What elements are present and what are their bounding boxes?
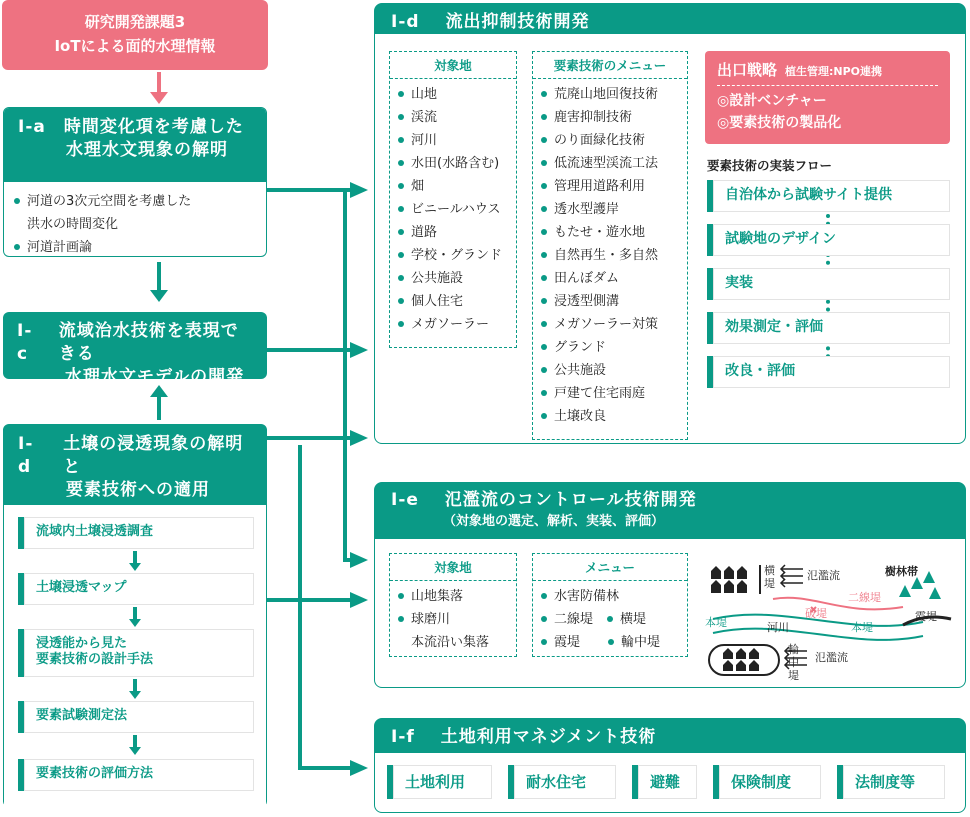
idr-sites-item — [398, 290, 508, 313]
ia-bullet-1a: 河道の3次元空間を考慮した — [27, 194, 192, 209]
idr-sites-item — [398, 129, 508, 152]
if-item-5: 法制度等 — [837, 765, 945, 799]
idl-flow-3b: 要素技術の設計手法 — [36, 652, 154, 667]
idr-menu-text: もたせ・遊水地 — [554, 225, 646, 240]
exit-sub: 植生管理:NPO連携 — [785, 65, 883, 78]
diag-nisen: 二線堤 — [848, 591, 881, 604]
idr-header — [375, 4, 965, 34]
ie-sites-box — [389, 553, 517, 657]
idr-sites-box — [389, 51, 517, 348]
idl-arrow-2 — [129, 619, 141, 627]
idr-sites-text: 山地 — [411, 87, 438, 102]
idr-sites-text: 畑 — [411, 179, 425, 194]
diag-yoko2: 堤 — [764, 577, 775, 590]
diag-hanran1: 氾濫流 — [807, 569, 840, 582]
bullet-dot — [398, 229, 404, 235]
idr-menu-item — [541, 359, 679, 382]
idr-menu-item — [541, 267, 679, 290]
bullet-dot — [398, 160, 404, 166]
idl-arrow-3 — [129, 691, 141, 699]
bullet-dot — [398, 206, 404, 212]
idr-menu-head: 要素技術のメニュー — [533, 52, 687, 79]
idl-flow-4: 要素試験測定法 — [18, 701, 254, 733]
idr-menu-text: 荒廃山地回復技術 — [554, 87, 659, 102]
ie-menu-box — [532, 553, 688, 657]
idr-sites-text: 水田(水路含む) — [411, 156, 500, 171]
idr-sites-list — [390, 79, 516, 340]
idl-flow-3 — [18, 629, 254, 677]
idr-sites-text: 渓流 — [411, 110, 438, 125]
ia-title1: 時間変化項を考慮した — [63, 117, 244, 137]
bullet-dot — [541, 160, 547, 166]
bullet-dot — [398, 275, 404, 281]
idr-body — [375, 34, 965, 443]
flow-step-2: 試験地のデザイン — [707, 224, 950, 256]
idr-menu-text: 透水型護岸 — [554, 202, 620, 217]
idr-sites-item — [398, 106, 508, 129]
bullet-dot — [541, 390, 547, 396]
idl-flow-3a: 浸透能から見た — [36, 636, 128, 651]
idr-sites-item — [398, 83, 508, 106]
idl-header — [4, 425, 266, 505]
ie-panel — [374, 482, 966, 688]
line-to-ie — [345, 190, 352, 560]
idl-body — [4, 505, 266, 817]
idr-title: 流出抑制技術開発 — [445, 12, 590, 32]
ie-menu-4: 霞堤 — [554, 635, 581, 650]
idr-sites-text: メガソーラー — [411, 317, 490, 332]
idr-label: I-d — [391, 12, 420, 32]
ia-label: I-a — [18, 117, 46, 137]
idr-menu-list — [533, 79, 687, 432]
bullet-dot — [541, 91, 547, 97]
project-box — [2, 0, 268, 70]
idl-title2: 要素技術への適用 — [66, 480, 210, 500]
idr-menu-text: 自然再生・多自然 — [554, 248, 659, 263]
idr-sites-text: 学校・グランド — [411, 248, 503, 263]
ie-menu-3: 横堤 — [620, 612, 647, 627]
idl-arrow-4 — [129, 747, 141, 755]
bullet-dot — [398, 321, 404, 327]
bullet-dot — [541, 298, 547, 304]
idr-menu-item — [541, 290, 679, 313]
idr-sites-text: 道路 — [411, 225, 438, 240]
ie-sites-head: 対象地 — [390, 554, 516, 581]
bullet-dot — [541, 367, 547, 373]
idr-menu-text: 鹿害抑制技術 — [554, 110, 633, 125]
project-line1: 研究開発課題3 — [84, 13, 186, 31]
ie-header — [375, 483, 965, 539]
line-to-if — [300, 445, 350, 768]
exit-box — [705, 51, 950, 144]
bullet-dot — [398, 91, 404, 97]
idr-sites-text: 公共施設 — [411, 271, 464, 286]
idr-menu-text: 公共施設 — [554, 363, 607, 378]
bullet-dot — [541, 229, 547, 235]
exit-item-1: ◎設計ベンチャー — [717, 93, 827, 109]
if-item-1: 土地利用 — [387, 765, 492, 799]
idr-sites-head: 対象地 — [390, 52, 516, 79]
if-title: 土地利用マネジメント技術 — [440, 727, 657, 747]
idr-panel — [374, 3, 966, 444]
ie-label: I-e — [391, 490, 419, 510]
idr-menu-text: 戸建て住宅雨庭 — [554, 386, 646, 401]
idr-menu-item — [541, 405, 679, 428]
idr-menu-item — [541, 198, 679, 221]
idr-menu-text: 管理用道路利用 — [554, 179, 646, 194]
idr-menu-text: 低流速型渓流工法 — [554, 156, 659, 171]
if-item-2: 耐水住宅 — [508, 765, 616, 799]
bullet-dot — [541, 275, 547, 281]
flow-step-3: 実装 — [707, 268, 950, 300]
idl-flow-5: 要素技術の評価方法 — [18, 759, 254, 791]
ia-bullet-2: 河道計画論 — [27, 240, 93, 255]
idr-sites-item — [398, 221, 508, 244]
idr-sites-text: 河川 — [411, 133, 438, 148]
idr-menu-item — [541, 336, 679, 359]
ia-title2: 水理水文現象の解明 — [66, 140, 228, 160]
bullet-dot — [541, 321, 547, 327]
idr-menu-item — [541, 244, 679, 267]
ie-site-1: 山地集落 — [411, 589, 464, 604]
idr-menu-box — [532, 51, 688, 440]
diag-tei: 堤 — [788, 669, 799, 682]
idr-menu-text: 浸透型側溝 — [554, 294, 620, 309]
idr-sites-item — [398, 244, 508, 267]
bullet-dot — [541, 183, 547, 189]
idl-flow-1: 流域内土壌浸透調査 — [18, 517, 254, 549]
idr-menu-text: メガソーラー対策 — [554, 317, 659, 332]
ie-menu-5: 輪中堤 — [621, 635, 661, 650]
diag-naka: 中 — [788, 656, 799, 669]
ie-menu-1: 水害防備林 — [554, 589, 620, 604]
idr-menu-text: のり面緑化技術 — [554, 133, 646, 148]
ie-sub: （対象地の選定、解析、実装、評価） — [443, 514, 665, 529]
ia-bullet-1b: 洪水の時間変化 — [27, 217, 119, 232]
ie-site-3: 本流沿い集落 — [411, 635, 490, 650]
flow-step-4: 効果測定・評価 — [707, 312, 950, 344]
if-body — [375, 753, 965, 812]
diag-wa: 輪 — [788, 643, 799, 656]
idr-menu-item — [541, 175, 679, 198]
ie-menu-2: 二線堤 — [554, 612, 594, 627]
idr-sites-item — [398, 198, 508, 221]
idr-menu-text: グランド — [554, 340, 607, 355]
bullet-dot — [398, 183, 404, 189]
bullet-dot — [398, 114, 404, 120]
ia-header — [4, 108, 266, 182]
ic-box — [3, 312, 267, 387]
idl-title1: 土壌の浸透現象の解明と — [63, 434, 244, 477]
diag-hontei-r: 本堤 — [851, 621, 873, 634]
bullet-dot — [541, 114, 547, 120]
diag-kasumi: 霞堤 — [915, 610, 937, 623]
bullet-dot — [398, 252, 404, 258]
ic-label: I-c — [17, 321, 33, 364]
diag-hatei: 破堤 — [805, 607, 827, 620]
idl-panel — [3, 424, 267, 807]
idr-sites-text: ビニールハウス — [411, 202, 501, 217]
bullet-dot — [541, 206, 547, 212]
ic-title2: 水理水文モデルの開発 — [65, 367, 245, 387]
if-header — [375, 719, 965, 753]
idl-flow-2: 土壌浸透マップ — [18, 573, 254, 605]
ie-body — [375, 539, 965, 687]
idr-menu-item — [541, 221, 679, 244]
idl-label: I-d — [18, 434, 34, 477]
idr-menu-item — [541, 106, 679, 129]
idr-menu-text: 田んぼダム — [554, 271, 620, 286]
diag-jurin: 樹林帯 — [885, 565, 918, 578]
bullet-dot — [398, 137, 404, 143]
idr-sites-text: 個人住宅 — [411, 294, 464, 309]
idr-menu-item — [541, 129, 679, 152]
diag-yoko1: 横 — [764, 564, 775, 577]
diag-hontei-l: 本堤 — [705, 616, 727, 629]
project-line2: IoTによる面的水理情報 — [54, 37, 216, 55]
idr-sites-item — [398, 267, 508, 290]
if-item-4: 保険制度 — [713, 765, 821, 799]
idl-arrow-1 — [129, 563, 141, 571]
ie-title: 氾濫流のコントロール技術開発 — [444, 490, 697, 510]
bullet-dot — [541, 252, 547, 258]
idr-menu-item — [541, 382, 679, 405]
bullet-dot — [398, 298, 404, 304]
flow-step-5: 改良・評価 — [707, 356, 950, 388]
ia-panel — [3, 107, 267, 257]
flow-title: 要素技術の実装フロー — [707, 158, 833, 173]
bullet-dot — [541, 413, 547, 419]
idr-sites-item — [398, 313, 508, 336]
idr-sites-item — [398, 152, 508, 175]
exit-title: 出口戦略 — [717, 61, 778, 79]
idr-menu-item — [541, 83, 679, 106]
idr-menu-item — [541, 152, 679, 175]
flow-step-1: 自治体から試験サイト提供 — [707, 180, 950, 212]
idr-menu-item — [541, 313, 679, 336]
if-item-3: 避難 — [632, 765, 697, 799]
ic-title1: 流域治水技術を表現できる — [58, 321, 239, 364]
bullet-dot — [541, 137, 547, 143]
if-panel — [374, 718, 966, 813]
ie-site-2: 球磨川 — [411, 612, 451, 627]
diag-hanran2: 氾濫流 — [815, 651, 848, 664]
if-label: I-f — [391, 727, 415, 747]
exit-item-2: ◎要素技術の製品化 — [717, 115, 842, 131]
diag-kasen: 河川 — [767, 621, 789, 634]
ie-menu-head: メニュー — [533, 554, 687, 581]
idr-menu-text: 土壌改良 — [554, 409, 607, 424]
idr-sites-item — [398, 175, 508, 198]
bullet-dot — [541, 344, 547, 350]
